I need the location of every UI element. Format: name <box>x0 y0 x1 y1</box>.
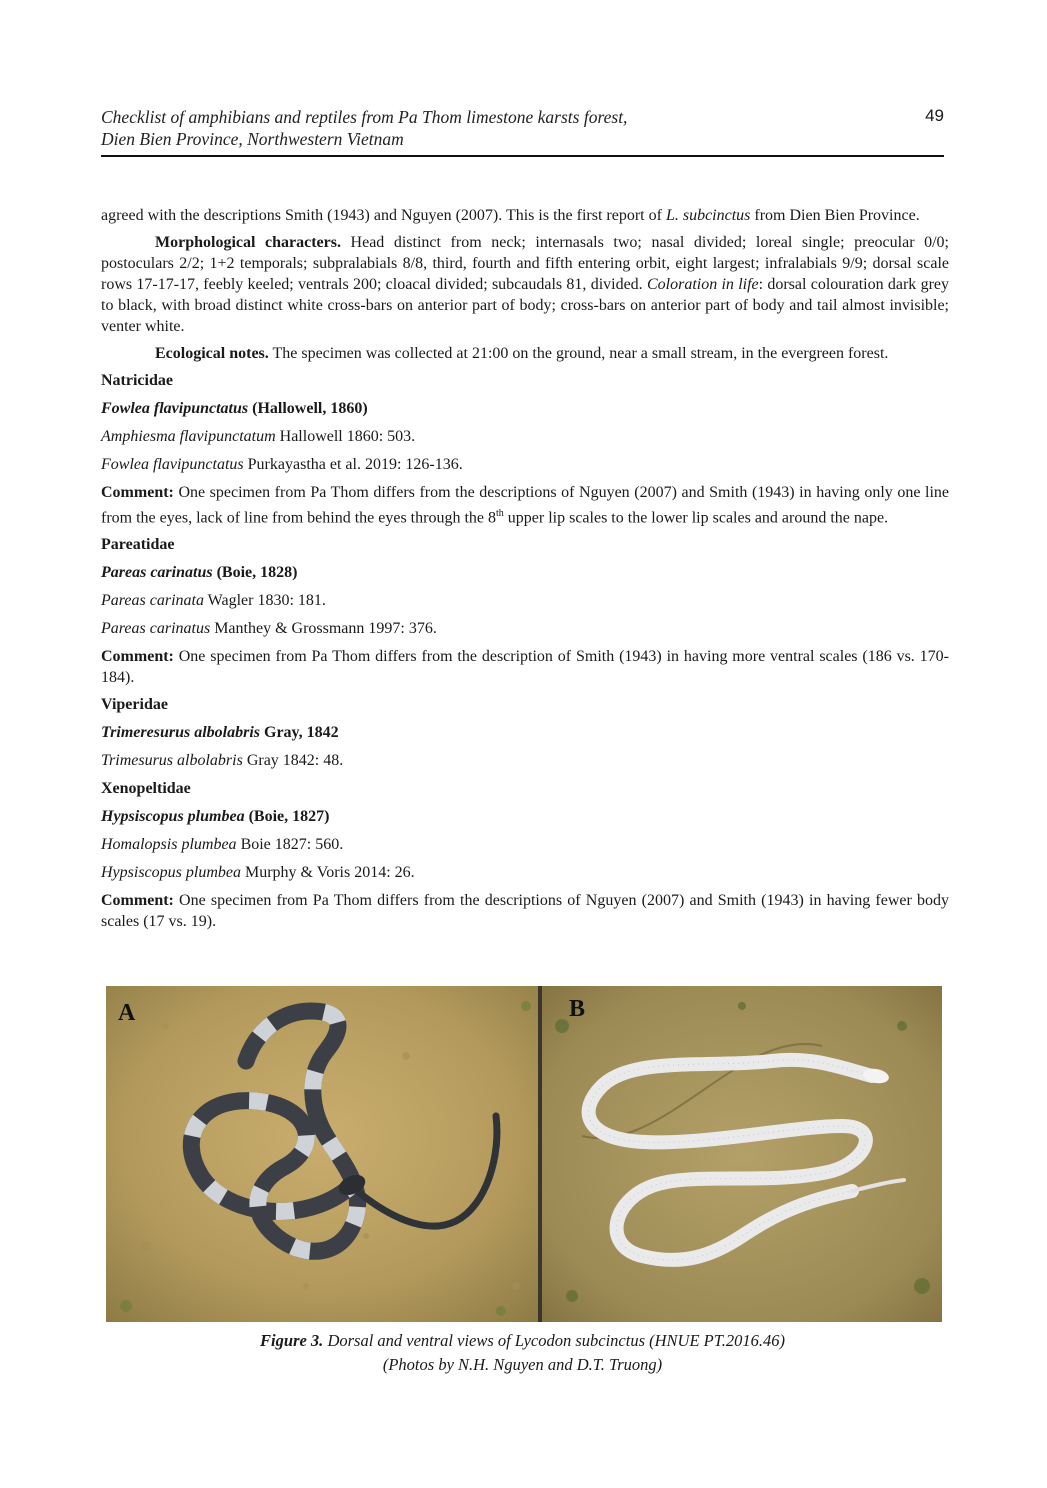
synonym-line <box>101 834 949 855</box>
comment-label: Comment: <box>101 892 174 910</box>
synonym-name: Amphiesma flavipunctatum <box>101 428 276 445</box>
synonym-ref: Hallowell 1860: 503. <box>275 428 416 445</box>
page-number: 49 <box>925 106 944 125</box>
synonym-ref: Wagler 1830: 181. <box>203 592 326 610</box>
superscript-th: th <box>496 508 504 519</box>
species-name: Hypsiscopus plumbea <box>101 808 245 826</box>
photo-panel-b <box>542 986 942 1322</box>
ecology-label: Ecological notes. <box>155 345 269 362</box>
running-title-line2: Dien Bien Province, Northwestern Vietnam <box>101 129 404 149</box>
figure-3 <box>106 986 942 1322</box>
family-heading-viperidae: Viperidae <box>101 696 168 714</box>
panel-label-b: B <box>569 996 586 1022</box>
family-heading-xenopeltidae: Xenopeltidae <box>101 780 191 798</box>
panel-label-a: A <box>118 1000 136 1026</box>
header-rule <box>101 155 944 157</box>
snake-dorsal-photo <box>106 986 538 1322</box>
comment-text: One specimen from Pa Thom differs from the descriptions of Nguyen (2007) and Smith (1943) in having fewer body scales (17 vs. 19). <box>101 892 949 931</box>
species-author: (Boie, 1827) <box>244 808 330 826</box>
synonym-ref: Boie 1827: 560. <box>236 836 344 854</box>
running-header <box>101 106 944 150</box>
morphology-paragraph <box>101 232 949 337</box>
morphology-label: Morphological characters. <box>155 234 341 251</box>
species-name: Trimeresurus albolabris <box>101 724 260 742</box>
comment-paragraph-pareas <box>101 646 949 688</box>
running-title-line1: Checklist of amphibians and reptiles from Pa Thom limestone karsts forest, <box>101 107 628 127</box>
intro-text: agreed with the descriptions Smith (1943) and Nguyen (2007). This is the first report of <box>101 207 666 224</box>
synonym-line <box>101 426 949 447</box>
intro-text-end: from Dien Bien Province. <box>750 207 920 224</box>
family-heading-natricidae: Natricidae <box>101 372 173 389</box>
synonym-ref: Murphy & Voris 2014: 26. <box>240 864 415 882</box>
comment-text: One specimen from Pa Thom differs from the description of Smith (1943) in having more ventral scales (186 vs. 170-184). <box>101 648 949 687</box>
synonym-name: Pareas carinatus <box>101 620 211 638</box>
intro-species: L. subcinctus <box>665 207 751 224</box>
comment-label: Comment: <box>101 648 174 666</box>
caption-line2: (Photos by N.H. Nguyen and D.T. Truong) <box>382 1355 663 1374</box>
species-heading-pareas <box>101 562 949 583</box>
synonym-name: Trimesurus albolabris <box>101 752 243 770</box>
morphology-text: Head distinct from neck; internasals two; nasal divided; loreal single; preocular 0/0; postoculars 2/2; 1+2 temporals; subpralabials 8/8, third, fourth and fifth entering orbit, eight largest; infralabials 9/9; dorsal scale rows 17-17-17, feebly keeled; ventrals 200; cloacal divided; subcaudals 81, divided. <box>101 234 949 293</box>
species-author: Gray, 1842 <box>260 724 339 742</box>
synonym-name: Pareas carinata <box>101 592 204 610</box>
synonym-ref: Purkayastha et al. 2019: 126-136. <box>243 456 463 473</box>
comment-paragraph-fowlea <box>101 482 949 528</box>
species-name: Pareas carinatus <box>101 564 213 582</box>
synonym-line <box>101 862 949 883</box>
comment-text: One specimen from Pa Thom differs from the descriptions of Nguyen (2007) and Smith (1943) in having only one line from the eyes, lack of line from behind the eyes through the 8 <box>101 484 949 527</box>
species-heading-trimeresurus <box>101 722 949 743</box>
synonym-line <box>101 618 949 639</box>
comment-label: Comment: <box>101 484 174 501</box>
synonym-name: Homalopsis plumbea <box>101 836 237 854</box>
synonym-line <box>101 454 949 475</box>
ecology-text: The specimen was collected at 21:00 on the ground, near a small stream, in the evergreen forest. <box>268 345 889 362</box>
coloration-text: : dorsal colouration dark grey to black, with broad distinct white cross-bars on anterior part of body; cross-bars on anterior part of body and tail almost invisible; venter white. <box>101 276 950 335</box>
snake-ventral-photo <box>542 986 942 1322</box>
species-author: (Boie, 1828) <box>212 564 298 582</box>
comment-paragraph-hypsiscopus <box>101 890 949 932</box>
species-heading-hypsiscopus <box>101 806 949 827</box>
synonym-name: Hypsiscopus plumbea <box>101 864 241 882</box>
coloration-label: Coloration in life <box>646 276 759 293</box>
synonym-line <box>101 750 949 771</box>
species-heading-fowlea <box>101 398 949 419</box>
article-body <box>101 205 949 938</box>
photo-panel-a <box>106 986 538 1322</box>
comment-text-end: upper lip scales to the lower lip scales and around the nape. <box>503 509 889 527</box>
family-heading-pareatidae: Pareatidae <box>101 536 175 554</box>
caption-text: Dorsal and ventral views of Lycodon subcinctus (HNUE PT.2016.46) <box>323 1331 785 1350</box>
synonym-ref: Gray 1842: 48. <box>242 752 344 770</box>
intro-paragraph <box>101 205 949 226</box>
synonym-name: Fowlea flavipunctatus <box>101 456 244 473</box>
caption-line1 <box>101 1329 944 1353</box>
synonym-line <box>101 590 949 611</box>
figure-caption <box>101 1329 944 1377</box>
species-author: (Hallowell, 1860) <box>248 400 368 417</box>
species-name: Fowlea flavipunctatus <box>101 400 249 417</box>
caption-label: Figure 3. <box>260 1331 324 1350</box>
synonym-ref: Manthey & Grossmann 1997: 376. <box>210 620 437 638</box>
ecology-paragraph <box>101 343 949 364</box>
